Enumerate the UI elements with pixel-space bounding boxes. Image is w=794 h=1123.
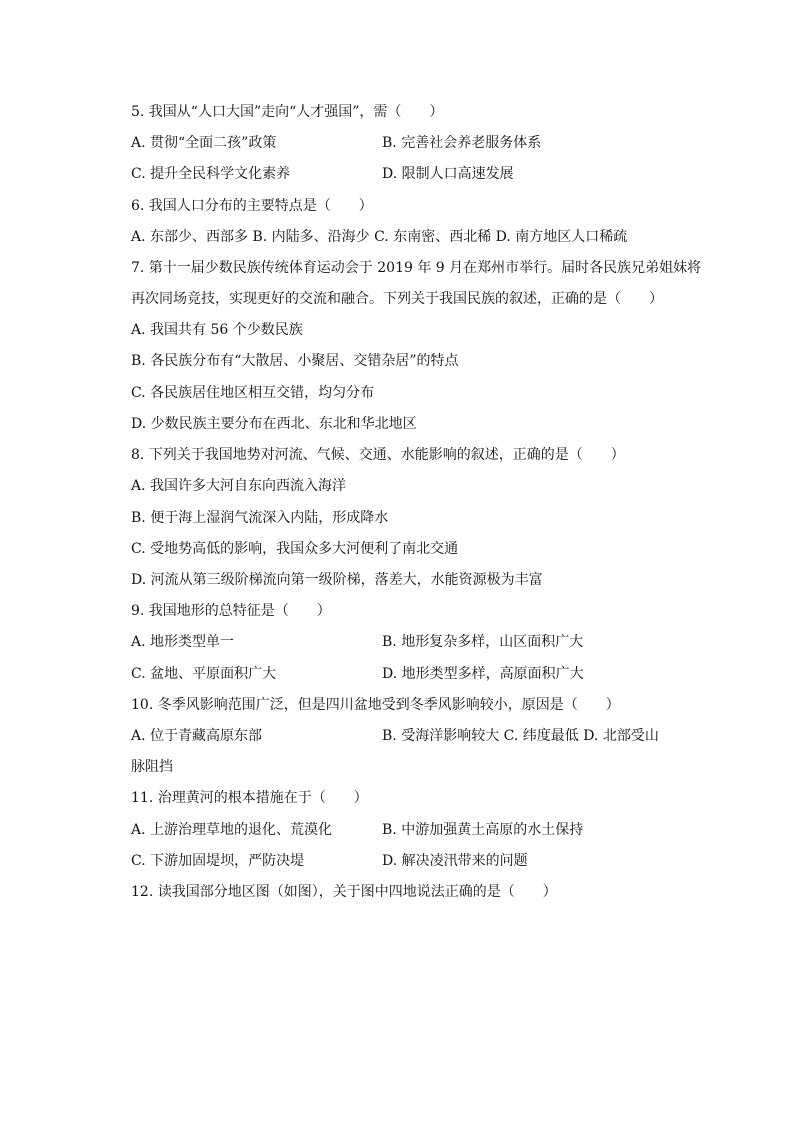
question-5-stem: 5. 我国从“人口大国”走向“人才强国”，需（ ） xyxy=(131,104,444,120)
q10-option-a: A. 位于青藏高原东部 xyxy=(131,728,263,744)
question-7-stem: 7. 第十一届少数民族传统体育运动会于 2019 年 9 月在郑州市举行。届时各民族兄弟姐妹将 xyxy=(131,260,702,276)
q5-option-a: A. 贯彻“全面二孩”政策 xyxy=(131,135,277,151)
question-8-stem: 8. 下列关于我国地势对河流、气候、交通、水能影响的叙述，正确的是（ ） xyxy=(131,447,625,463)
q11-option-d: D. 解决凌汛带来的问题 xyxy=(382,853,528,869)
q7-option-c: C. 各民族居住地区相互交错，均匀分布 xyxy=(131,385,375,401)
q6-options: A. 东部少、西部多 B. 内陆多、沿海少 C. 东南密、西北稀 D. 南方地区人口稀疏 xyxy=(131,229,628,245)
q9-option-d: D. 地形类型多样，高原面积广大 xyxy=(382,666,584,682)
q10-option-bcd: B. 受海洋影响较大 C. 纬度最低 D. 北部受山 xyxy=(382,728,659,744)
q11-option-b: B. 中游加强黄土高原的水土保持 xyxy=(382,822,584,838)
q8-option-a: A. 我国许多大河自东向西流入海洋 xyxy=(131,478,347,494)
q5-option-b: B. 完善社会养老服务体系 xyxy=(382,135,542,151)
question-10-stem: 10. 冬季风影响范围广泛，但是四川盆地受到冬季风影响较小，原因是（ ） xyxy=(131,697,620,713)
q5-option-d: D. 限制人口高速发展 xyxy=(382,166,514,182)
q8-option-b: B. 便于海上湿润气流深入内陆，形成降水 xyxy=(131,510,389,526)
q9-option-a: A. 地形类型单一 xyxy=(131,634,235,650)
q7-option-b: B. 各民族分布有“大散居、小聚居、交错杂居”的特点 xyxy=(131,353,459,369)
q7-option-a: A. 我国共有 56 个少数民族 xyxy=(131,322,303,338)
q5-option-c: C. 提升全民科学文化素养 xyxy=(131,166,291,182)
q9-option-c: C. 盆地、平原面积广大 xyxy=(131,666,277,682)
q8-option-c: C. 受地势高低的影响，我国众多大河便利了南北交通 xyxy=(131,541,459,557)
q10-option-d-cont: 脉阻挡 xyxy=(131,759,173,775)
q11-option-a: A. 上游治理草地的退化、荒漠化 xyxy=(131,822,333,838)
question-7-stem-cont: 再次同场竞技，实现更好的交流和融合。下列关于我国民族的叙述，正确的是（ ） xyxy=(131,291,663,307)
question-9-stem: 9. 我国地形的总特征是（ ） xyxy=(131,603,331,619)
q11-option-c: C. 下游加固堤坝，严防决堤 xyxy=(131,853,305,869)
q9-option-b: B. 地形复杂多样，山区面积广大 xyxy=(382,634,584,650)
question-11-stem: 11. 治理黄河的根本措施在于（ ） xyxy=(131,790,368,806)
question-6-stem: 6. 我国人口分布的主要特点是（ ） xyxy=(131,198,373,214)
question-12-stem: 12. 读我国部分地区图（如图），关于图中四地说法正确的是（ ） xyxy=(131,884,557,900)
q7-option-d: D. 少数民族主要分布在西北、东北和华北地区 xyxy=(131,416,417,432)
q8-option-d: D. 河流从第三级阶梯流向第一级阶梯，落差大，水能资源极为丰富 xyxy=(131,572,543,588)
